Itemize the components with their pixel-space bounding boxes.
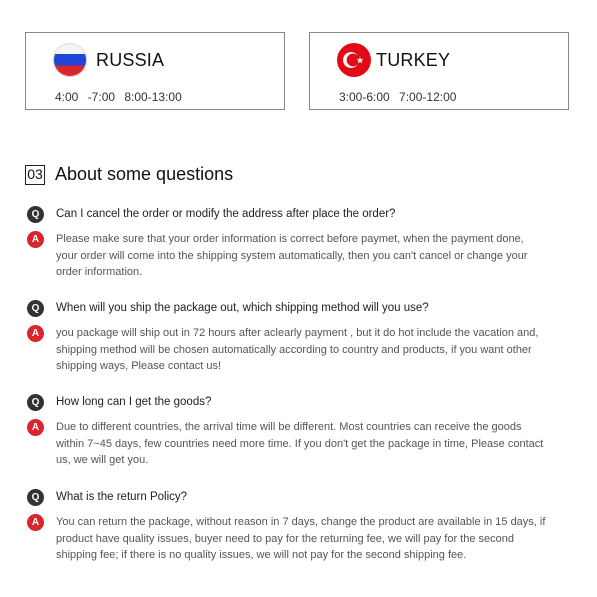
answer-row xyxy=(27,419,547,469)
section-title: About some questions xyxy=(55,164,234,184)
question-badge-icon: Q xyxy=(27,489,44,506)
country-name: TURKEY xyxy=(376,50,451,70)
shipping-hours: 4:00 -7:00 8:00-13:00 xyxy=(55,90,182,104)
question-row xyxy=(27,394,547,411)
answer-badge-icon: A xyxy=(27,514,44,531)
section-number: 03 xyxy=(25,165,45,185)
answer-badge-icon: A xyxy=(27,419,44,436)
answer-text: Due to different countries, the arrival time will be different. Most countries can receive the goods within 7~45 days, few countries need more time. If you don't get the package in time, Please contact us, we will get you. xyxy=(56,421,544,466)
question-text: When will you ship the package out, which shipping method will you use? xyxy=(56,302,429,314)
answer-badge-icon: A xyxy=(27,325,44,342)
russia-flag-icon xyxy=(53,43,87,77)
shipping-card-russia xyxy=(25,32,285,110)
answer-text: you package will ship out in 72 hours after aclearly payment , but it do hot include the vacation and, shipping method will be chosen automatically according to country and products, if you want other shipping ways, Please contact us! xyxy=(56,327,539,372)
question-text: What is the return Policy? xyxy=(56,491,188,503)
qa-item xyxy=(27,300,547,375)
answer-text: You can return the package, without reason in 7 days, change the product are available in 15 days, if product have quality issues, buyer need to pay for the returning fee, we will pay for the second shipping fee; if there is no quality issues, we will not pay for the second shipping fee. xyxy=(56,516,546,561)
qa-item xyxy=(27,489,547,564)
country-name: RUSSIA xyxy=(96,50,165,70)
question-badge-icon: Q xyxy=(27,394,44,411)
answer-badge-icon: A xyxy=(27,231,44,248)
question-badge-icon: Q xyxy=(27,206,44,223)
question-badge-icon: Q xyxy=(27,300,44,317)
answer-row xyxy=(27,325,547,375)
question-row xyxy=(27,300,547,317)
question-row xyxy=(27,489,547,506)
question-text: Can I cancel the order or modify the address after place the order? xyxy=(56,208,396,220)
answer-text: Please make sure that your order information is correct before paymet, when the payment done, your order will come into the shipping system automatically, then you can't cancel or change your order information. xyxy=(56,233,528,278)
qa-item xyxy=(27,394,547,469)
qa-item xyxy=(27,206,547,281)
answer-row xyxy=(27,231,547,281)
answer-row xyxy=(27,514,547,564)
shipping-hours: 3:00-6:00 7:00-12:00 xyxy=(339,90,457,104)
question-row xyxy=(27,206,547,223)
shipping-card-turkey xyxy=(309,32,569,110)
question-text: How long can I get the goods? xyxy=(56,396,212,408)
turkey-flag-icon xyxy=(337,43,371,77)
section-header xyxy=(25,164,233,185)
